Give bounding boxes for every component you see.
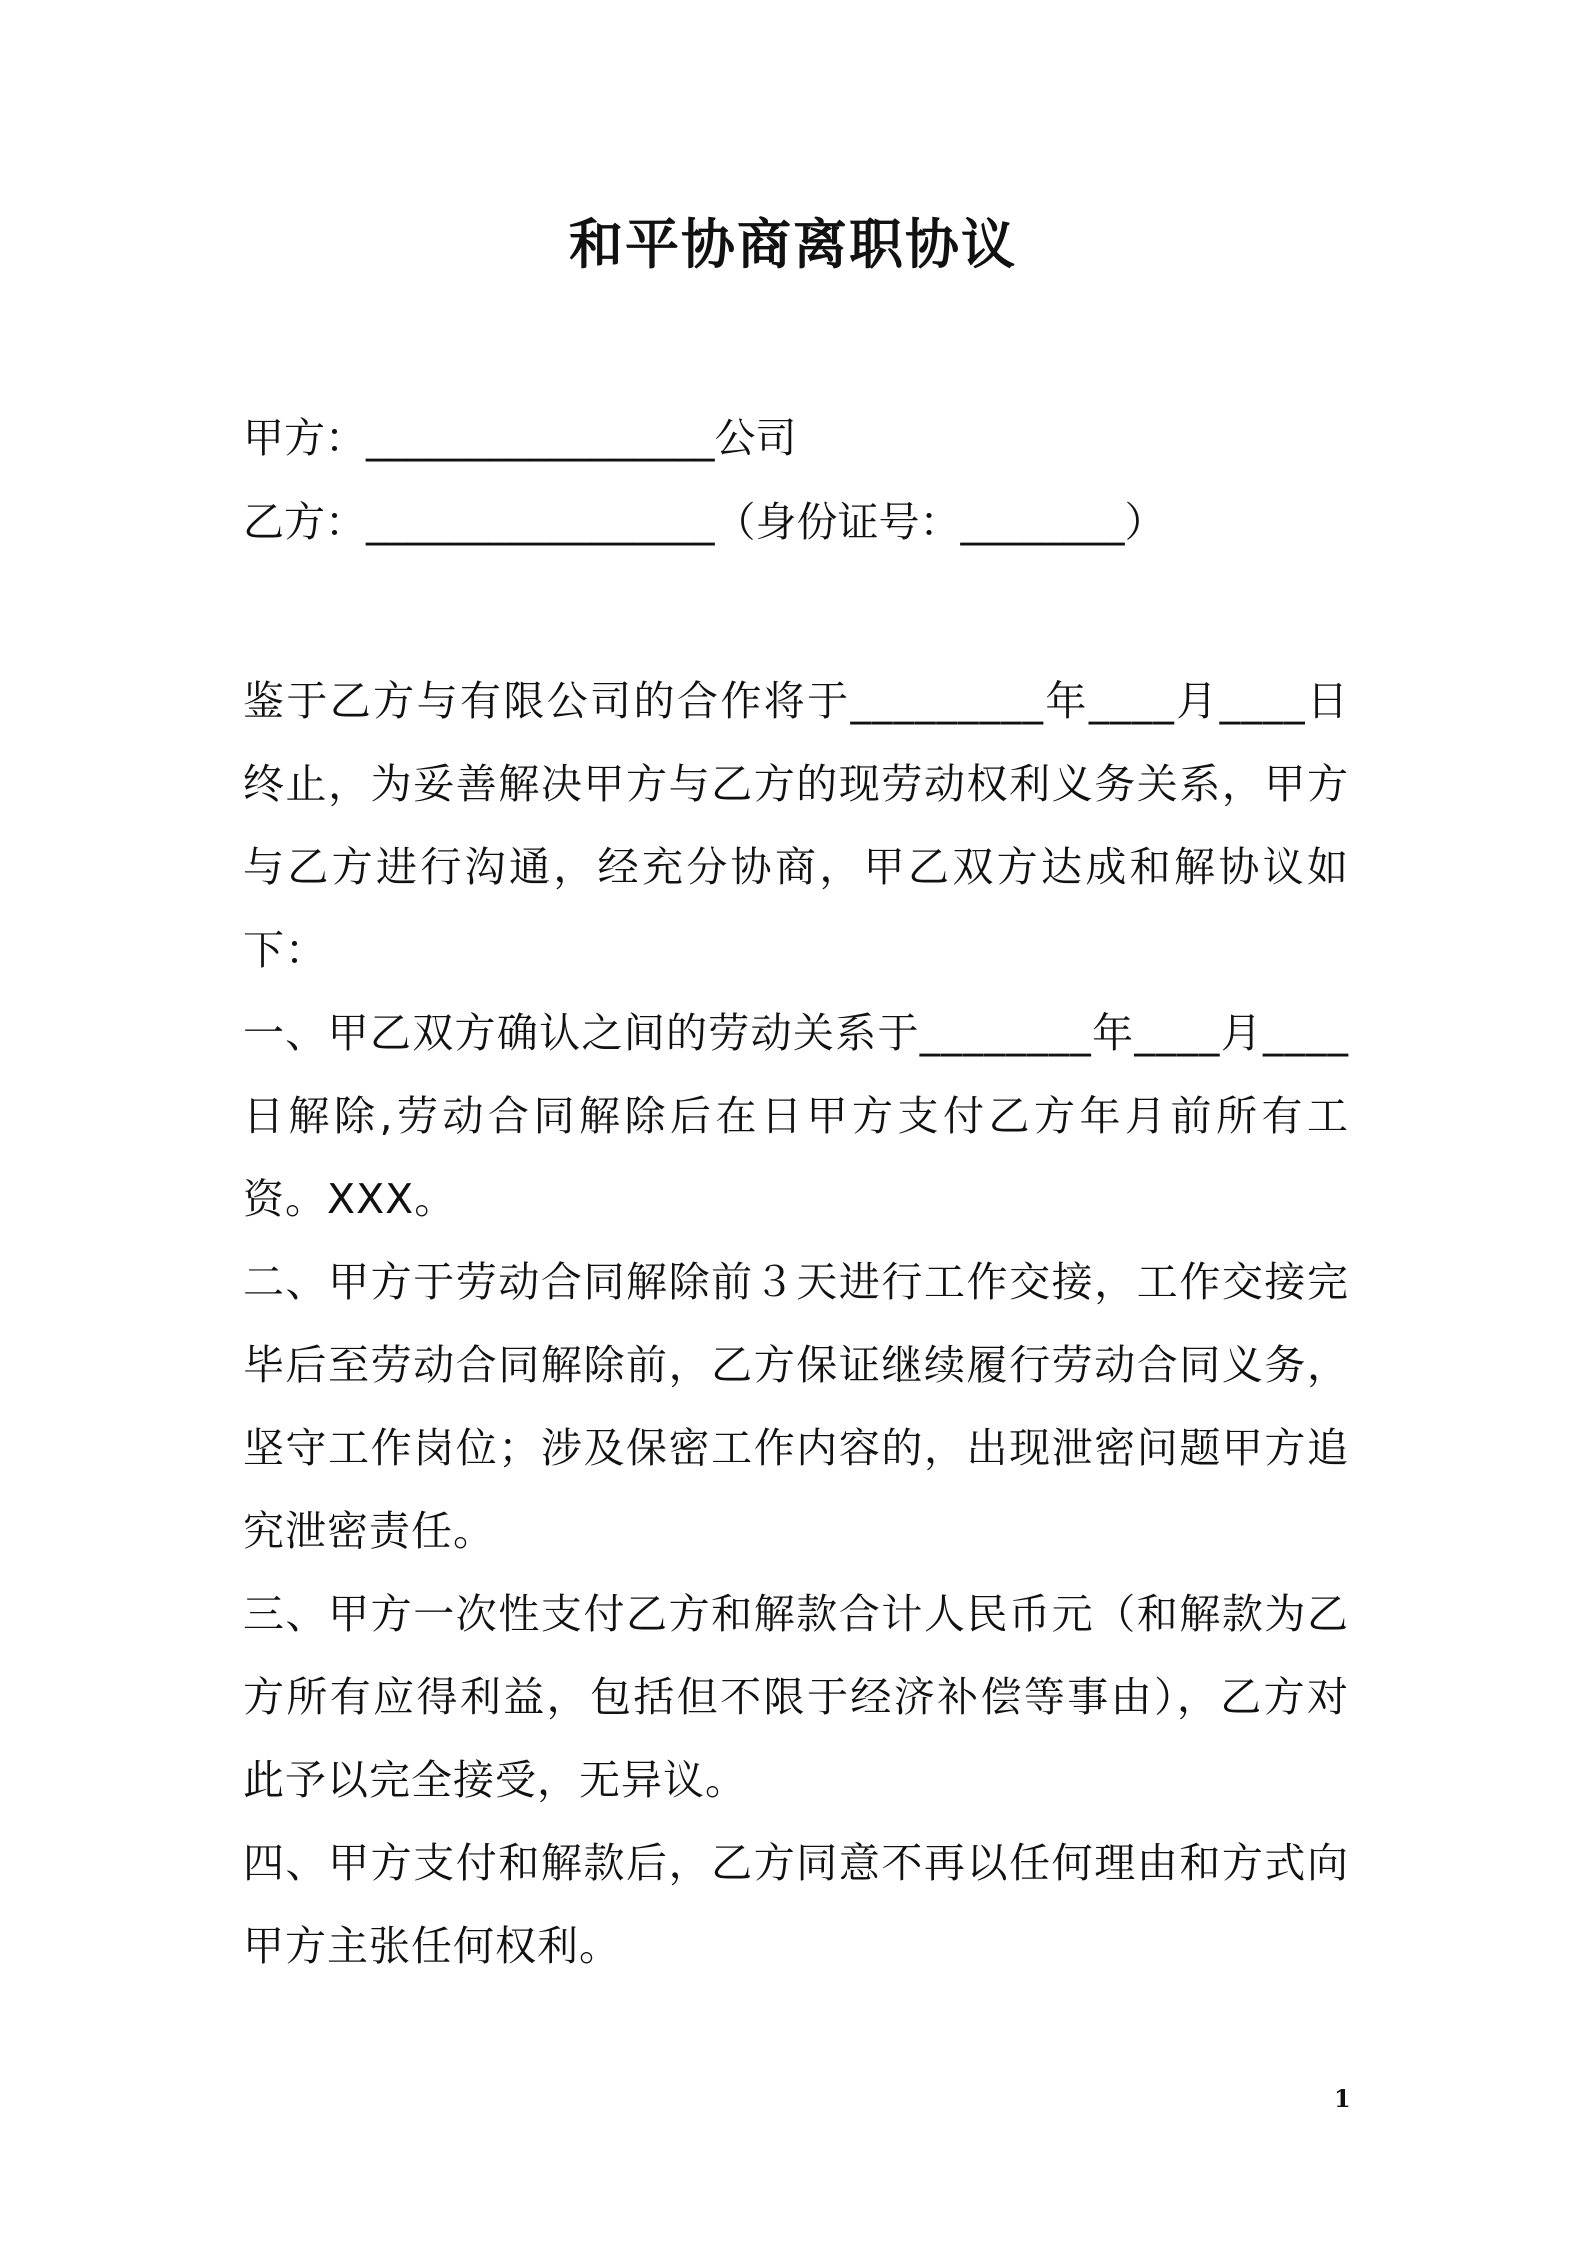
document-title: 和平协商离职协议 xyxy=(569,213,1017,276)
clause-4-paragraph: 四、甲方支付和解款后，乙方同意不再以任何理由和方式向甲方主张任何权利。 xyxy=(243,1839,1349,1970)
party-b-line: 乙方：_________________（身份证号：________） xyxy=(243,498,1166,546)
clause-3-paragraph: 三、甲方一次性支付乙方和解款合计人民币元（和解款为乙方所有应得利益，包括但不限于经济补偿等事由），乙方对此予以完全接受，无异议。 xyxy=(243,1590,1349,1804)
agreement-body xyxy=(243,660,1349,1988)
clause-1-paragraph: 一、甲乙双方确认之间的劳动关系于________年____月____日解除,劳动合同解除后在日甲方支付乙方年月前所有工资。XXX。 xyxy=(243,1009,1349,1223)
preamble-paragraph: 鉴于乙方与有限公司的合作将于_________年____月____日终止，为妥善解决甲方与乙方的现劳动权利义务关系，甲方与乙方进行沟通，经充分协商，甲乙双方达成和解协议如下： xyxy=(243,677,1349,974)
party-a-line: 甲方：_________________公司 xyxy=(243,414,797,462)
clause-2-paragraph: 二、甲方于劳动合同解除前３天进行工作交接，工作交接完毕后至劳动合同解除前，乙方保证继续履行劳动合同义务，坚守工作岗位；涉及保密工作内容的，出现泄密问题甲方追究泄密责任。 xyxy=(243,1258,1349,1555)
page-number: 1 xyxy=(1334,2084,1351,2113)
